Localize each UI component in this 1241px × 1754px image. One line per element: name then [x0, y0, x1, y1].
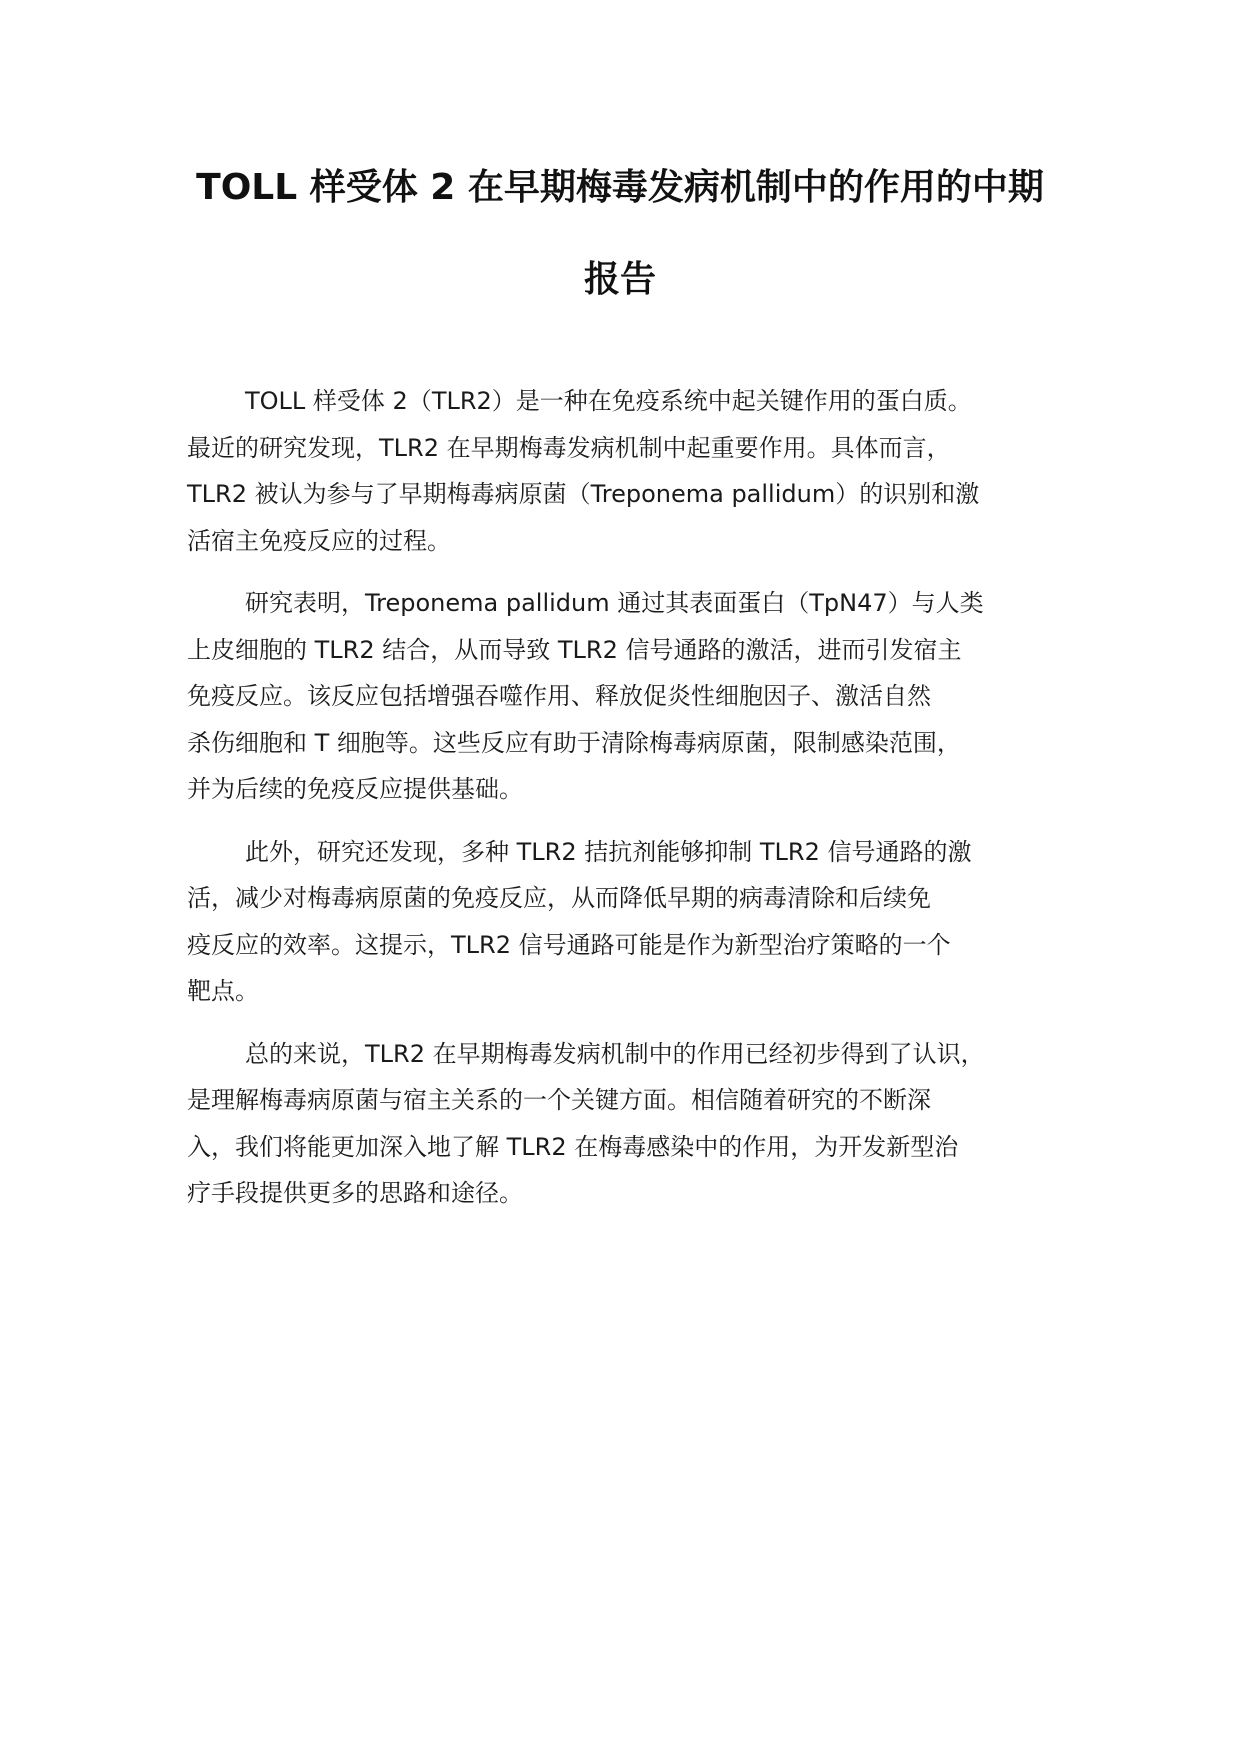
title-line: 报告	[583, 259, 656, 300]
paragraph-2	[187, 580, 1077, 813]
paragraph-line: 活宿主免疫反应的过程。	[187, 526, 451, 555]
document-title	[185, 167, 1055, 300]
paragraph-line: 入，我们将能更加深入地了解 TLR2 在梅毒感染中的作用，为开发新型治	[187, 1132, 959, 1161]
paragraph-3	[187, 829, 1077, 1015]
paragraph-line: TOLL 样受体 2（TLR2）是一种在免疫系统中起关键作用的蛋白质。	[245, 387, 972, 415]
paragraph-line: TLR2 被认为参与了早期梅毒病原菌（Treponema pallidum）的识别和激	[187, 480, 980, 508]
paragraph-line: 疫反应的效率。这提示，TLR2 信号通路可能是作为新型治疗策略的一个	[187, 930, 951, 959]
paragraph-line: 靶点。	[187, 977, 259, 1005]
paragraph-line: 并为后续的免疫反应提供基础。	[187, 775, 523, 803]
paragraph-line: 研究表明，Treponema pallidum 通过其表面蛋白（TpN47）与人类	[245, 589, 984, 617]
paragraph-line: 活，减少对梅毒病原菌的免疫反应，从而降低早期的病毒清除和后续免	[187, 884, 931, 912]
paragraph-line: 免疫反应。该反应包括增强吞噬作用、释放促炎性细胞因子、激活自然	[187, 682, 931, 710]
paragraph-line: 上皮细胞的 TLR2 结合，从而导致 TLR2 信号通路的激活，进而引发宿主	[187, 635, 962, 664]
paragraph-line: 杀伤细胞和 T 细胞等。这些反应有助于清除梅毒病原菌，限制感染范围，	[187, 728, 961, 757]
paragraph-line: 是理解梅毒病原菌与宿主关系的一个关键方面。相信随着研究的不断深	[187, 1086, 931, 1114]
title-line: TOLL 样受体 2 在早期梅毒发病机制中的作用的中期	[196, 167, 1044, 208]
paragraph-4	[187, 1031, 1077, 1217]
paragraph-1	[187, 378, 1077, 564]
paragraph-line: 总的来说，TLR2 在早期梅毒发病机制中的作用已经初步得到了认识，	[245, 1039, 985, 1068]
document-body	[187, 378, 1077, 1233]
paragraph-line: 此外，研究还发现，多种 TLR2 拮抗剂能够抑制 TLR2 信号通路的激	[245, 837, 972, 866]
paragraph-line: 最近的研究发现，TLR2 在早期梅毒发病机制中起重要作用。具体而言，	[187, 433, 951, 462]
paragraph-line: 疗手段提供更多的思路和途径。	[187, 1179, 523, 1207]
